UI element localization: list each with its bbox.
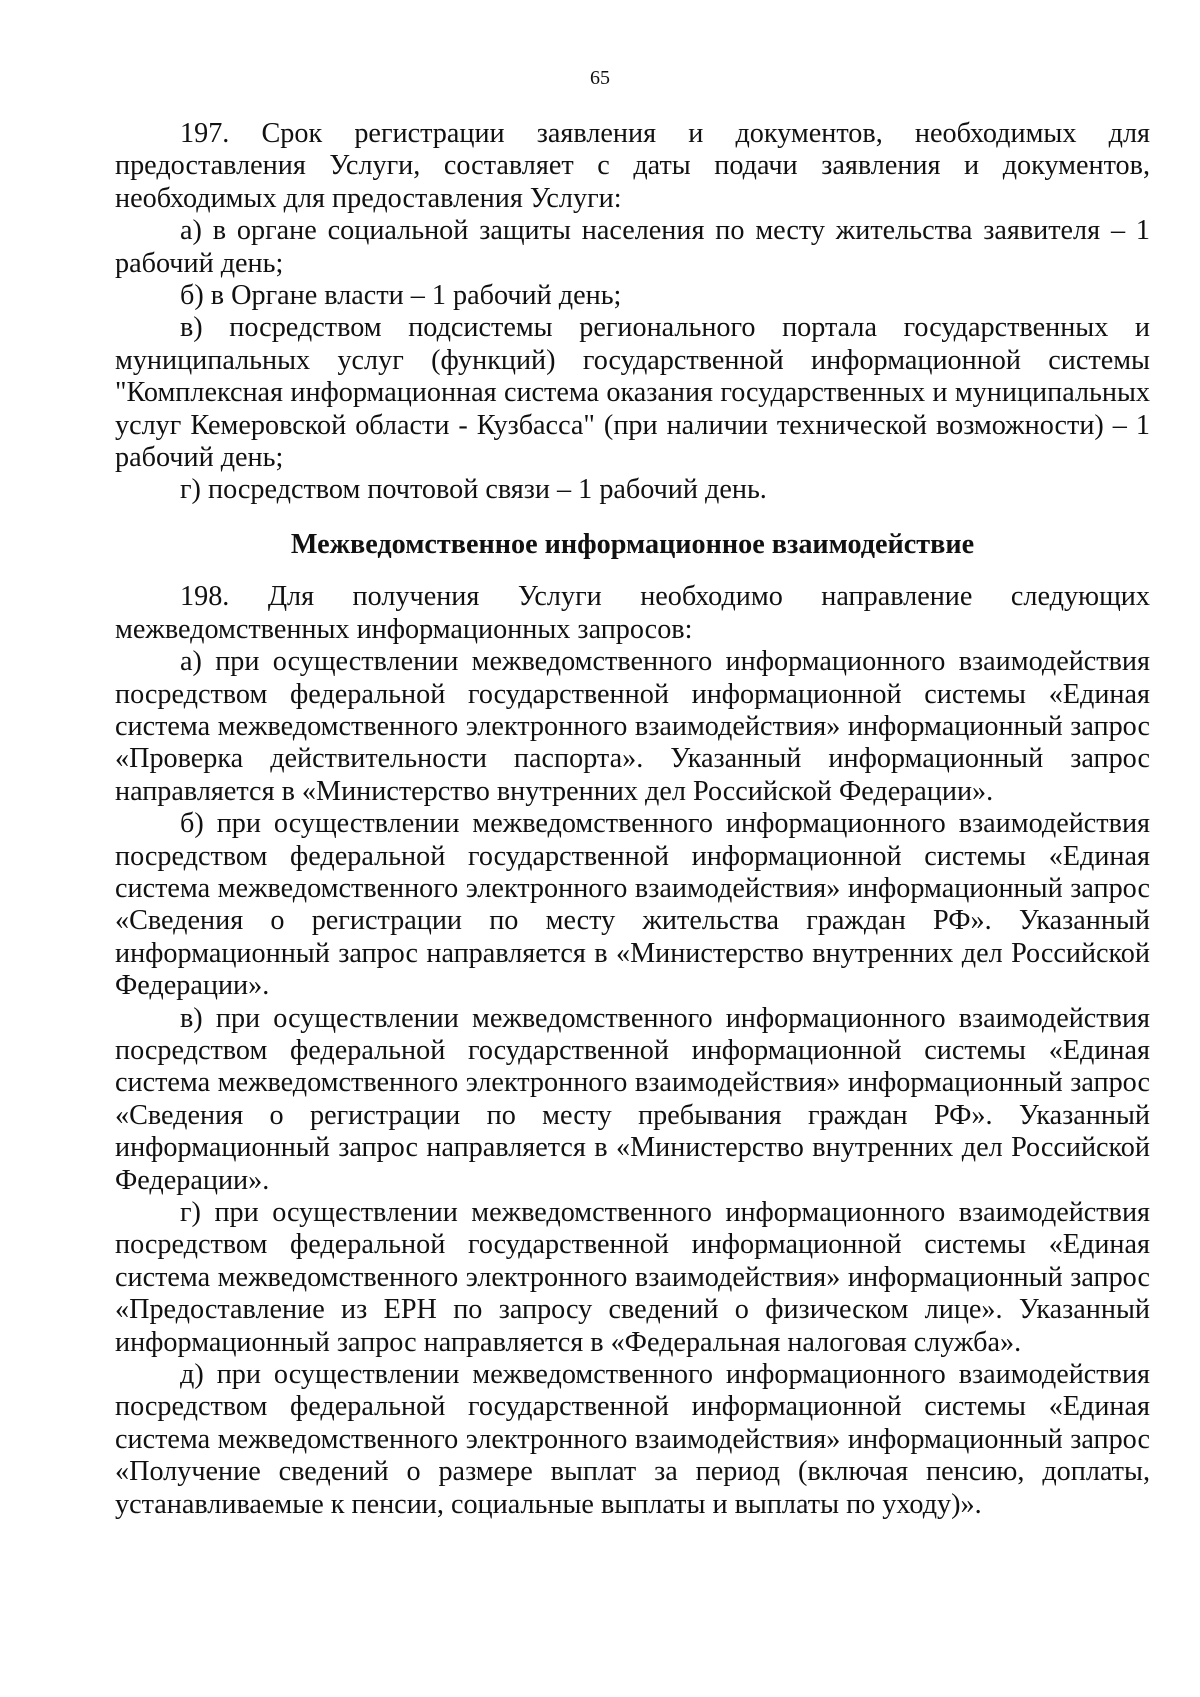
request-item-g: г) при осуществлении межведомственного информационного взаимодействия посредством федеральной государственной информационной системы «Единая система межведомственного электронного взаимодействия» информационный запрос «Предоставление из ЕРН по запросу сведений о физическом лице». Указанный информационный запрос направляется в «Федеральная налоговая служба». (115, 1197, 1150, 1358)
section-heading: Межведомственное информационное взаимодействие (290, 528, 975, 560)
document-body (115, 118, 1150, 1521)
page-number: 65 (590, 67, 610, 89)
list-item-g: г) посредством почтовой связи – 1 рабочий день. (180, 474, 767, 506)
paragraph-198: 198. Для получения Услуги необходимо направление следующих межведомственных информационных запросов: (115, 581, 1150, 645)
list-item-b: б) в Органе власти – 1 рабочий день; (180, 280, 622, 312)
request-item-v: в) при осуществлении межведомственного информационного взаимодействия посредством федеральной государственной информационной системы «Единая система межведомственного электронного взаимодействия» информационный запрос «Сведения о регистрации по месту пребывания граждан РФ». Указанный информационный запрос направляется в «Министерство внутренних дел Российской Федерации». (115, 1002, 1150, 1196)
paragraph-197: 197. Срок регистрации заявления и документов, необходимых для предоставления Услуги, составляет с даты подачи заявления и документов, необходимых для предоставления Услуги: (115, 118, 1150, 214)
list-item-v: в) посредством подсистемы регионального портала государственных и муниципальных услуг (функций) государственной информационной системы "Комплексная информационная система оказания государственных и муниципальных услуг Кемеровской области - Кузбасса" (при наличии технической возможности) – 1 рабочий день; (115, 312, 1150, 474)
request-item-a: а) при осуществлении межведомственного информационного взаимодействия посредством федеральной государственной информационной системы «Единая система межведомственного электронного взаимодействия» информационный запрос «Проверка действительности паспорта». Указанный информационный запрос направляется в «Министерство внутренних дел Российской Федерации». (115, 646, 1150, 807)
request-item-b: б) при осуществлении межведомственного информационного взаимодействия посредством федеральной государственной информационной системы «Единая система межведомственного электронного взаимодействия» информационный запрос «Сведения о регистрации по месту жительства граждан РФ». Указанный информационный запрос направляется в «Министерство внутренних дел Российской Федерации». (115, 808, 1150, 1002)
request-item-d: д) при осуществлении межведомственного информационного взаимодействия посредством федеральной государственной информационной системы «Единая система межведомственного электронного взаимодействия» информационный запрос «Получение сведений о размере выплат за период (включая пенсию, доплаты, устанавливаемые к пенсии, социальные выплаты и выплаты по уходу)». (115, 1359, 1150, 1520)
list-item-a: а) в органе социальной защиты населения по месту жительства заявителя – 1 рабочий день; (115, 215, 1150, 279)
